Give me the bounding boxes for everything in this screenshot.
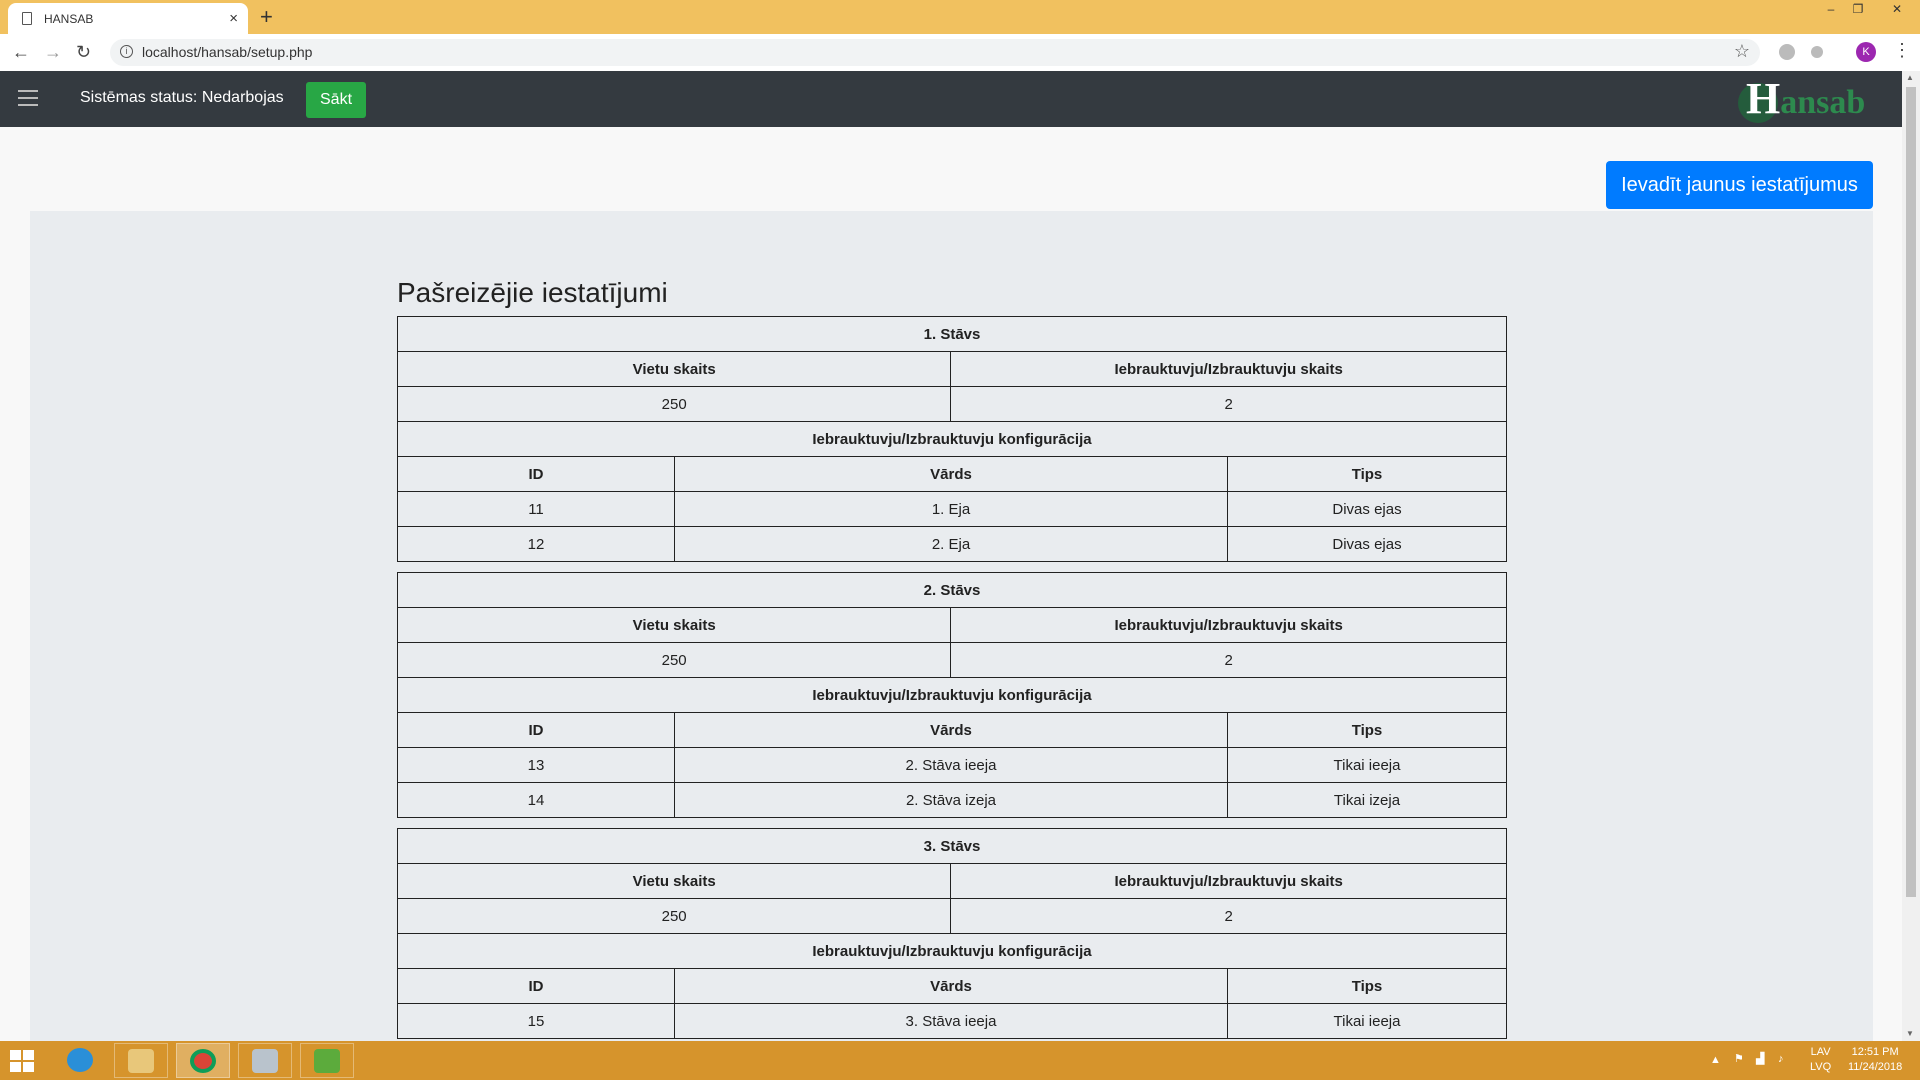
internet-explorer-icon[interactable] <box>54 1043 108 1078</box>
page-scrollbar[interactable] <box>1902 71 1920 1041</box>
minimize-button[interactable]: – <box>1827 2 1835 16</box>
logo-initial: H <box>1746 74 1781 123</box>
hansab-logo <box>1738 73 1888 125</box>
spots-header: Vietu skaits <box>398 608 951 643</box>
gate-id: 12 <box>398 527 675 562</box>
chrome-icon[interactable] <box>176 1043 230 1078</box>
gates-count-value: 2 <box>951 643 1507 678</box>
gates-config-header: Iebrauktuvju/Izbrauktuvju konfigurācija <box>398 678 1507 713</box>
gate-type: Divas ejas <box>1228 492 1507 527</box>
gates-count-header: Iebrauktuvju/Izbrauktuvju skaits <box>951 608 1507 643</box>
restore-button[interactable]: ❐ <box>1852 2 1864 16</box>
spots-header: Vietu skaits <box>398 864 951 899</box>
gate-name: 2. Eja <box>675 527 1228 562</box>
extension-circle-icon[interactable] <box>1811 46 1823 58</box>
reload-icon[interactable]: ↻ <box>76 42 92 62</box>
top-navbar <box>0 71 1902 127</box>
enter-new-settings-button[interactable]: Ievadīt jaunus iestatījumus <box>1606 161 1873 209</box>
gates-count-header: Iebrauktuvju/Izbrauktuvju skaits <box>951 352 1507 387</box>
info-icon[interactable]: i <box>120 45 133 58</box>
table-row <box>398 492 1507 527</box>
window-close-button[interactable]: ✕ <box>1891 2 1903 16</box>
start-button[interactable]: Sākt <box>306 82 366 118</box>
tab-title: HANSAB <box>44 11 94 26</box>
windows-start-icon[interactable] <box>10 1050 34 1072</box>
type-header: Tips <box>1228 713 1507 748</box>
clock[interactable] <box>1848 1045 1902 1075</box>
id-header: ID <box>398 457 675 492</box>
gate-name: 2. Stāva izeja <box>675 783 1228 818</box>
language-top: LAV <box>1810 1046 1831 1058</box>
name-header: Vārds <box>675 713 1228 748</box>
floor-title: 3. Stāvs <box>398 829 1507 864</box>
network-icon[interactable]: ▟ <box>1756 1053 1765 1065</box>
table-row <box>398 1004 1507 1039</box>
id-header: ID <box>398 713 675 748</box>
gates-count-value: 2 <box>951 899 1507 934</box>
logo-text: ansab <box>1780 84 1866 121</box>
gate-type: Tikai ieeja <box>1228 1004 1507 1039</box>
gates-config-header: Iebrauktuvju/Izbrauktuvju konfigurācija <box>398 934 1507 969</box>
floor-title: 2. Stāvs <box>398 573 1507 608</box>
hamburger-menu-icon[interactable] <box>18 90 38 111</box>
id-header: ID <box>398 969 675 1004</box>
gate-type: Tikai izeja <box>1228 783 1507 818</box>
forward-arrow-icon[interactable]: → <box>44 42 62 62</box>
spots-value: 250 <box>398 643 951 678</box>
language-bottom: LVQ <box>1810 1061 1832 1073</box>
page-icon <box>22 12 32 25</box>
browser-tab[interactable] <box>8 3 248 34</box>
screenshot-tool-icon[interactable] <box>238 1043 292 1078</box>
floor-table-3 <box>397 828 1507 1039</box>
tray-arrow-icon[interactable]: ▲ <box>1710 1054 1721 1066</box>
browser-tab-strip <box>0 0 1920 34</box>
gate-id: 14 <box>398 783 675 818</box>
gate-id: 13 <box>398 748 675 783</box>
gates-count-value: 2 <box>951 387 1507 422</box>
scroll-up-icon[interactable]: ▲ <box>1906 73 1914 82</box>
scroll-down-icon[interactable]: ▼ <box>1906 1029 1914 1038</box>
clock-time: 12:51 PM <box>1851 1046 1899 1058</box>
task-manager-icon[interactable] <box>300 1043 354 1078</box>
table-row <box>398 783 1507 818</box>
file-explorer-icon[interactable] <box>114 1043 168 1078</box>
profile-avatar[interactable]: K <box>1856 42 1876 62</box>
floor-table-1 <box>397 316 1507 562</box>
flag-icon[interactable]: ⚑ <box>1734 1053 1744 1065</box>
scrollbar-thumb[interactable] <box>1906 87 1916 897</box>
browser-menu-icon[interactable]: ⋮ <box>1893 40 1911 60</box>
spots-value: 250 <box>398 387 951 422</box>
windows-taskbar <box>0 1041 1920 1080</box>
name-header: Vārds <box>675 969 1228 1004</box>
new-tab-button[interactable]: + <box>260 4 273 29</box>
address-bar[interactable] <box>110 39 1760 66</box>
gate-id: 15 <box>398 1004 675 1039</box>
tab-close-icon[interactable]: × <box>229 10 238 27</box>
gate-name: 1. Eja <box>675 492 1228 527</box>
gates-count-header: Iebrauktuvju/Izbrauktuvju skaits <box>951 864 1507 899</box>
page-title: Pašreizējie iestatījumi <box>397 277 668 308</box>
gate-type: Divas ejas <box>1228 527 1507 562</box>
language-indicator[interactable] <box>1810 1045 1831 1075</box>
floor-title: 1. Stāvs <box>398 317 1507 352</box>
system-status: Sistēmas status: Nedarbojas <box>80 89 284 106</box>
volume-icon[interactable]: ♪ <box>1778 1053 1784 1065</box>
url-text[interactable]: localhost/hansab/setup.php <box>142 44 313 60</box>
gate-name: 3. Stāva ieeja <box>675 1004 1228 1039</box>
gate-type: Tikai ieeja <box>1228 748 1507 783</box>
floor-table-2 <box>397 572 1507 818</box>
gates-config-header: Iebrauktuvju/Izbrauktuvju konfigurācija <box>398 422 1507 457</box>
table-row <box>398 527 1507 562</box>
clock-date: 11/24/2018 <box>1848 1061 1903 1073</box>
extension-shield-icon[interactable] <box>1779 44 1795 60</box>
spots-header: Vietu skaits <box>398 352 951 387</box>
gate-name: 2. Stāva ieeja <box>675 748 1228 783</box>
type-header: Tips <box>1228 969 1507 1004</box>
name-header: Vārds <box>675 457 1228 492</box>
type-header: Tips <box>1228 457 1507 492</box>
table-row <box>398 748 1507 783</box>
bookmark-star-icon[interactable]: ☆ <box>1733 41 1750 61</box>
spots-value: 250 <box>398 899 951 934</box>
address-toolbar <box>0 34 1920 72</box>
gate-id: 11 <box>398 492 675 527</box>
back-arrow-icon[interactable]: ← <box>12 42 30 62</box>
